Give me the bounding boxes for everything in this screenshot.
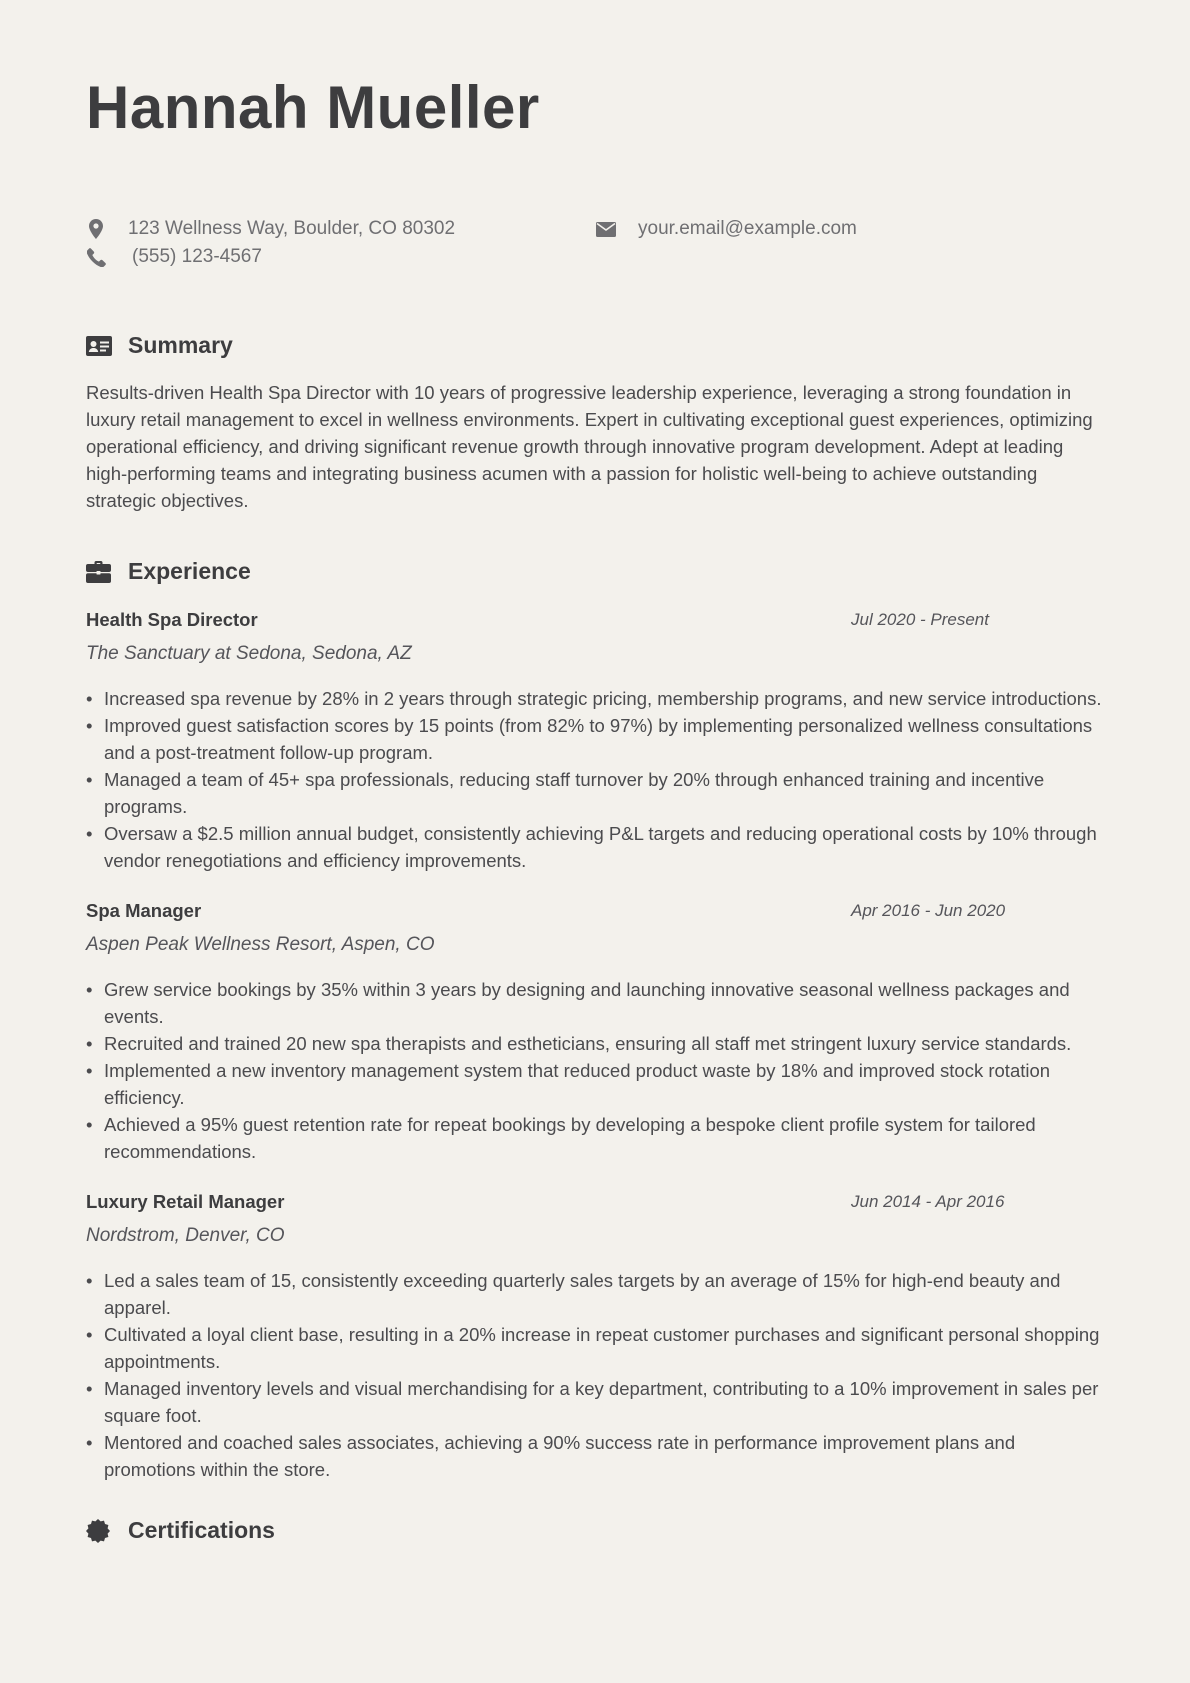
job-title: Spa Manager: [86, 900, 202, 921]
job-dates: Jul 2020 - Present: [851, 610, 989, 629]
job-entry: [86, 1189, 1104, 1483]
job-bullets: [86, 976, 1104, 1165]
bullet-item: • Improved guest satisfaction scores by 15 points (from 82% to 97%) by implementing personalized wellness consultations and a post-treatment follow-up program.: [86, 712, 1104, 766]
id-card-icon: [86, 336, 114, 356]
certifications-title: Certifications: [128, 1517, 275, 1543]
certifications-heading: [86, 1517, 1104, 1544]
briefcase-icon: [86, 561, 114, 583]
bullet-item: • Oversaw a $2.5 million annual budget, consistently achieving P&L targets and reducing operational costs by 10% through vendor renegotiations and efficiency improvements.: [86, 820, 1104, 874]
certificate-badge-icon: [86, 1519, 114, 1543]
map-pin-icon: [86, 219, 106, 239]
experience-list: [86, 607, 1104, 1483]
bullet-item: • Implemented a new inventory management system that reduced product waste by 18% and improved stock rotation efficiency.: [86, 1057, 1104, 1111]
phone-icon: [86, 248, 106, 267]
contact-info: [86, 218, 1104, 278]
contact-phone: [86, 246, 262, 268]
bullet-item: • Recruited and trained 20 new spa therapists and estheticians, ensuring all staff met stringent luxury service standards.: [86, 1030, 1104, 1057]
summary-title: Summary: [128, 332, 233, 358]
bullet-item: • Mentored and coached sales associates, achieving a 90% success rate in performance improvement plans and promotions within the store.: [86, 1429, 1104, 1483]
job-company: Nordstrom, Denver, CO: [86, 1225, 285, 1246]
candidate-name: Hannah Mueller: [86, 74, 540, 141]
contact-address: [86, 218, 455, 240]
job-dates: Jun 2014 - Apr 2016: [851, 1192, 1005, 1211]
summary-text: Results-driven Health Spa Director with 10 years of progressive leadership experience, leveraging a strong foundation in luxury retail management to excel in wellness environments. Expert in cultivating exceptional guest experiences, optimizing operational efficiency, and driving significant revenue growth through innovative program development. Adept at leading high-performing teams and integrating business acumen with a passion for holistic well-being to achieve outstanding strategic objectives.: [86, 382, 1093, 511]
bullet-item: • Increased spa revenue by 28% in 2 years through strategic pricing, membership programs, and new service introductions.: [86, 685, 1104, 712]
address-text: 123 Wellness Way, Boulder, CO 80302: [128, 218, 456, 239]
bullet-item: • Grew service bookings by 35% within 3 years by designing and launching innovative seasonal wellness packages and events.: [86, 976, 1104, 1030]
envelope-icon: [596, 222, 616, 237]
experience-title: Experience: [128, 558, 251, 584]
job-title: Luxury Retail Manager: [86, 1191, 285, 1212]
job-bullets: [86, 685, 1104, 874]
bullet-item: • Cultivated a loyal client base, resulting in a 20% increase in repeat customer purchases and significant personal shopping appointments.: [86, 1321, 1104, 1375]
job-entry: [86, 607, 1104, 874]
job-company: The Sanctuary at Sedona, Sedona, AZ: [86, 643, 412, 664]
job-entry: [86, 898, 1104, 1165]
bullet-item: • Led a sales team of 15, consistently exceeding quarterly sales targets by an average of 15% for high-end beauty and apparel.: [86, 1267, 1104, 1321]
experience-heading: [86, 558, 1104, 585]
email-link[interactable]: your.email@example.com: [638, 218, 857, 239]
bullet-item: • Achieved a 95% guest retention rate for repeat bookings by developing a bespoke client profile system for tailored recommendations.: [86, 1111, 1104, 1165]
job-title: Health Spa Director: [86, 609, 258, 630]
contact-email: [596, 218, 857, 240]
bullet-item: • Managed inventory levels and visual merchandising for a key department, contributing to a 10% improvement in sales per square foot.: [86, 1375, 1104, 1429]
bullet-item: • Managed a team of 45+ spa professionals, reducing staff turnover by 20% through enhanced training and incentive programs.: [86, 766, 1104, 820]
phone-text: (555) 123-4567: [132, 246, 262, 267]
summary-heading: [86, 332, 1104, 359]
job-bullets: [86, 1267, 1104, 1483]
job-dates: Apr 2016 - Jun 2020: [851, 901, 1006, 920]
job-company: Aspen Peak Wellness Resort, Aspen, CO: [86, 934, 435, 955]
